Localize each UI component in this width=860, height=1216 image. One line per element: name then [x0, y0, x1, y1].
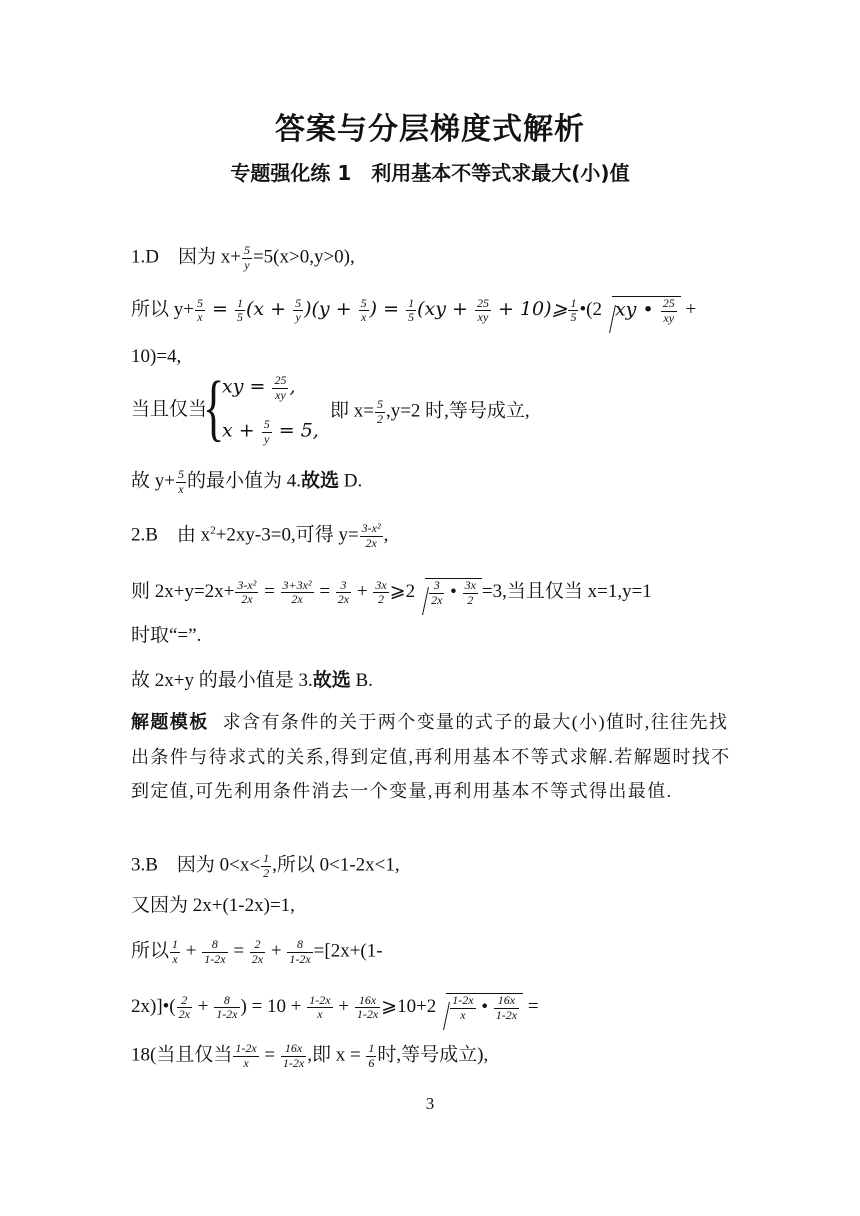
- page-number: 3: [425, 1094, 435, 1113]
- p1-line-1: 1.D 因为 x+ $\frac{5}{y}$ =5(x>0,y>0),: [131, 243, 355, 272]
- p3-line-1: 3.B 因为 0<x< $\frac{1}{2}$ ,所以 0<1-2x<1,: [131, 851, 400, 880]
- sqrt-symbol: $\frac{1-2x}{x}$ • $\frac{16x}{1-2x}$: [446, 993, 523, 1023]
- p1-line-5: 故 y+ $\frac{5}{x}$ 的最小值为 4.故选 D.: [131, 467, 363, 496]
- p1-case-2: x + $\frac{5}{y}$ = 5,: [222, 417, 319, 446]
- p1-line-3: 10)=4,: [131, 346, 182, 367]
- p2-line-4: 故 2x+y 的最小值是 3.故选 B.: [131, 669, 373, 691]
- page-title: 答案与分层梯度式解析: [275, 112, 585, 147]
- solution-template-note: [131, 705, 731, 808]
- p3-line-5: 18(当且仅当 $\frac{1-2x}{x}$ = $\frac{16x}{1-2x}$ ,即 x = $\frac{1}{6}$ 时,等号成立),: [131, 1041, 489, 1070]
- p3-line-4: 2x)]•( $\frac{2}{2x}$ + $\frac{8}{1-2x}$ ) = 10 + $\frac{1-2x}{x}$ + $\frac{16x}{1-2x}$ ⩾10+2 $\frac{1-2x}{x}$ • $\frac{16x}{1-2x}$ =: [131, 992, 539, 1022]
- p3-line-2: 又因为 2x+(1-2x)=1,: [131, 895, 295, 916]
- p3-line-3: 所以 $\frac{1}{x}$ + $\frac{8}{1-2x}$ = $\frac{2}{2x}$ + $\frac{8}{1-2x}$ =[2x+(1-: [131, 937, 383, 966]
- p1-line-2: 所以 y+ $\frac{5}{x}$ = $\frac{1}{5}$ (x + $\frac{5}{y}$ )(y + $\frac{5}{x}$ ) = $\frac{1}{5}$ (xy + $\frac{25}{xy}$ + 10)⩾ $\frac{1}{5}$ •(2 xy • $\frac{25}{xy}$ +: [131, 295, 697, 325]
- p1-line-4-result: 即 x= $\frac{5}{2}$ ,y=2 时,等号成立,: [330, 397, 530, 426]
- sqrt-symbol: $\frac{3}{2x}$ • $\frac{3x}{2}$: [425, 578, 482, 608]
- p1-case-1: xy = $\frac{25}{xy}$ ,: [222, 373, 296, 402]
- p2-line-2: 则 2x+y=2x+ $\frac{\text{3-x²}}{2x}$ = $\frac{\text{3+3x²}}{2x}$ = $\frac{3}{2x}$ + $\frac{3x}{2}$ ⩾2 $\frac{3}{2x}$ • $\frac{3x}{2}$ =3,当且仅当 x=1,y=1: [131, 577, 652, 607]
- sqrt-symbol: xy • $\frac{25}{xy}$: [612, 296, 681, 326]
- template-text: 求含有条件的关于两个变量的式子的最大(小)值时,往往先找出条件与待求式的关系,得到定值,再利用基本不等式求解.若解题时找不到定值,可先利用条件消去一个变量,再利用基本不等式得出最值.: [131, 712, 731, 801]
- template-label: 解题模板: [131, 712, 209, 733]
- section-subtitle: 专题强化练 1 利用基本不等式求最大(小)值: [230, 161, 630, 185]
- p2-line-3: 时取“=”.: [131, 625, 202, 646]
- p1-line-4-label: 当且仅当: [131, 399, 208, 420]
- p2-line-1: 2.B 由 $x^2+2xy-3=0$,可得 y= $\frac{\text{3-x²}}{2x}$ ,: [131, 521, 389, 550]
- cases-brace: {: [203, 367, 225, 449]
